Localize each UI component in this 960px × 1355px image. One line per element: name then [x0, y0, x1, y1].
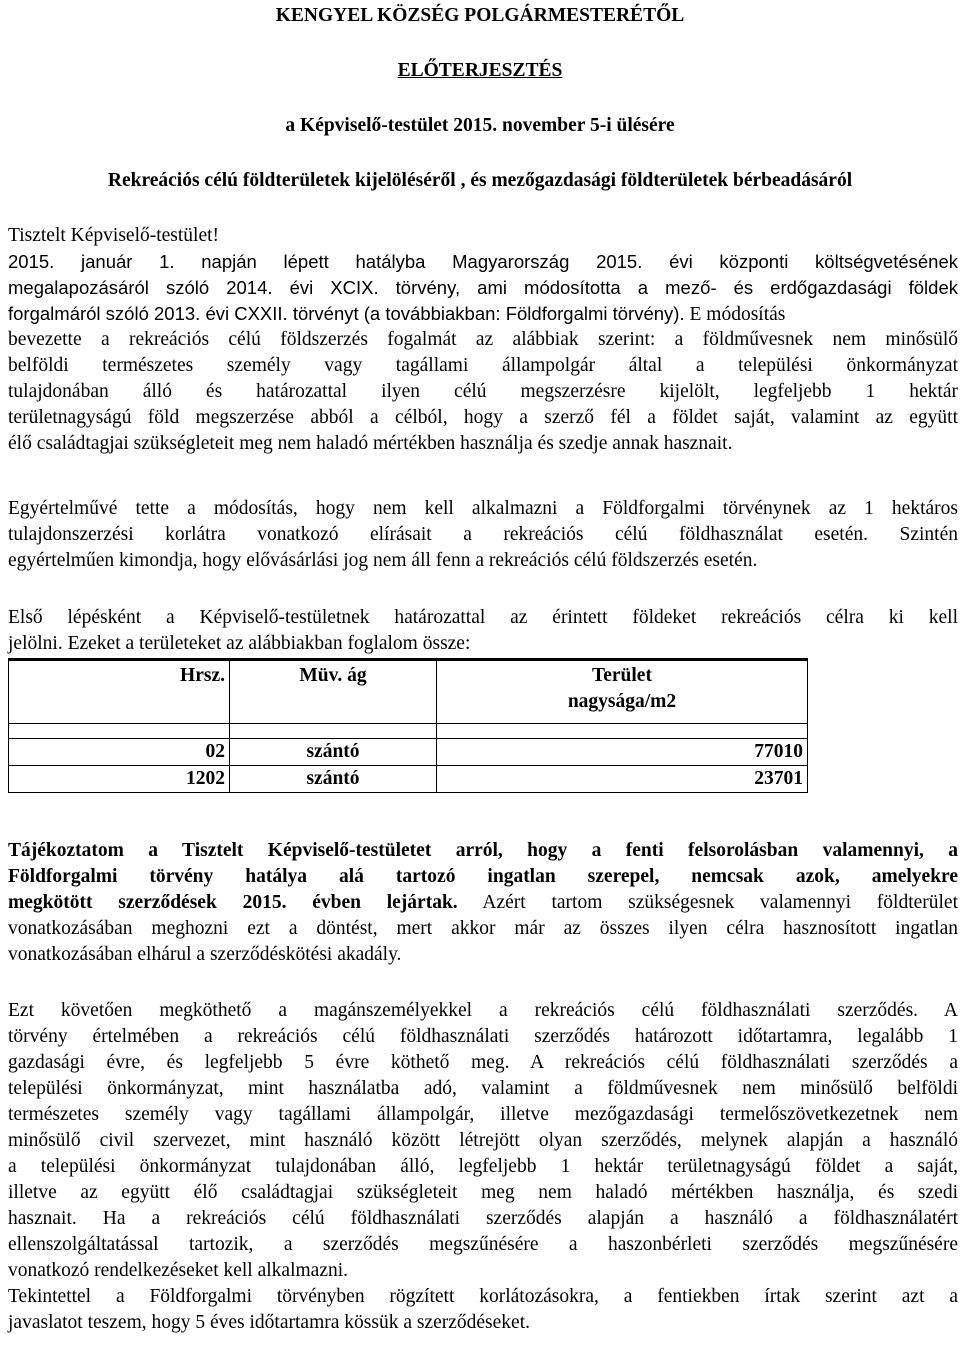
- header-muv-ag: Müv. ág: [230, 660, 437, 724]
- p4-line-5: vonatkozásában elhárul a szerződéskötési akadály.: [8, 944, 402, 965]
- p5-line-10: ellenszolgáltatással tartozik, a szerződés megszűnésére a haszonbérleti szerződés megszűnésére: [8, 1234, 958, 1255]
- header-terulet: [437, 660, 808, 724]
- cell-hrsz: 1202: [9, 766, 230, 793]
- cell-muv-ag: szántó: [230, 739, 437, 766]
- land-table-spacer-row: [9, 724, 808, 739]
- meeting-heading: a Képviselő-testület 2015. november 5-i ülésére: [285, 115, 675, 136]
- p5-line-3: gazdasági évre, és legfeljebb 5 évre köthető meg. A rekreációs célú földhasználati szerződés a: [8, 1052, 958, 1073]
- p4-line-1: Tájékoztatom a Tisztelt Képviselő-testületet arról, hogy a fenti felsorolásban valamennyi, a: [8, 840, 958, 861]
- p5-line-9: hasznait. Ha a rekreációs célú földhasználati szerződés alapján a használó a földhasználatért: [8, 1208, 958, 1229]
- p4-line-3: [8, 890, 958, 916]
- subject-heading: Rekreációs célú földterületek kijelöléséről , és mezőgazdasági földterületek bérbeadásáról: [107, 170, 853, 191]
- intro-line-3-text: forgalmáról szóló 2013. évi CXXII. törvényt (a továbbiakban: Földforgalmi törvény).: [8, 303, 685, 324]
- land-table: [8, 658, 808, 793]
- intro-line-3-tail: E módosítás: [684, 304, 786, 325]
- p5-line-4: települési önkormányzat, mint használatba adó, valamint a földművesnek nem minősülő belföldi: [8, 1078, 958, 1099]
- cell-terulet: 77010: [437, 739, 808, 766]
- p5-line-6: minősülő civil szervezet, mint használó között létrejött olyan szerződés, melynek alapján a használó: [8, 1130, 958, 1151]
- header-hrsz: Hrsz.: [9, 660, 230, 724]
- p3-line-1: Első lépésként a Képviselő-testületnek határozattal az érintett földeket rekreációs célra ki kell: [8, 607, 958, 628]
- p2-line-3: egyértelműen kimondja, hogy elővásárlási jog nem áll fenn a rekreációs célú földszerzés esetén.: [8, 550, 758, 571]
- p1-line-5: élő családtagjai szükségleteit meg nem haladó mértékben használja és szedje annak hasznait.: [8, 433, 733, 454]
- p5-line-2: törvény értelmében a rekreációs célú földhasználati szerződés határozott időtartamra, legalább 1: [8, 1026, 958, 1047]
- intro-line-2: megalapozásáról szóló 2014. évi XCIX. törvény, ami módosította a mező- és erdőgazdasági földek: [8, 277, 958, 298]
- table-row: [9, 766, 808, 793]
- p5-line-8: illetve az együtt élő családtagjai szükségleteit meg nem haladó mértékben használja, és szedi: [8, 1182, 958, 1203]
- cell-hrsz: 02: [9, 739, 230, 766]
- p4-line-3-rest: Azért tartom szükségesnek valamennyi földterület: [457, 892, 959, 913]
- cell-muv-ag: szántó: [230, 766, 437, 793]
- p1-line-1: bevezette a rekreációs célú földszerzés fogalmát az alábbiak szerint: a földművesnek nem minősülő: [8, 329, 958, 350]
- p5-line-5: természetes személy vagy tagállami állampolgár, illetve mezőgazdasági termelőszövetkezetnek nem: [8, 1104, 958, 1125]
- table-row: [9, 739, 808, 766]
- office-heading: KENGYEL KÖZSÉG POLGÁRMESTERÉTŐL: [275, 5, 685, 26]
- document-type-heading: ELŐTERJESZTÉS: [397, 60, 563, 81]
- p3-line-2: jelölni. Ezeket a területeket az alábbiakban foglalom össze:: [8, 633, 471, 654]
- p1-line-2: belföldi természetes személy vagy tagállami állampolgár által a települési önkormányzat: [8, 355, 958, 376]
- header-terulet-line-2: nagysága/m2: [567, 691, 677, 712]
- p5-line-7: a települési önkormányzat tulajdonában álló, legfeljebb 1 hektár területnagyságú földet a saját,: [8, 1156, 958, 1177]
- p6-line-1: Tekintettel a Földforgalmi törvényben rögzített korlátozásokra, a fentiekben írtak szerint azt a: [8, 1286, 958, 1307]
- p4-line-4: vonatkozásában meghozni ezt a döntést, mert akkor már az összes ilyen célra hasznosított ingatlan: [8, 918, 958, 939]
- p1-line-3: tulajdonában álló és határozattal ilyen célú megszerzésre kijelölt, legfeljebb 1 hektár: [8, 381, 958, 402]
- cell-terulet: 23701: [437, 766, 808, 793]
- p4-line-2: Földforgalmi törvény hatálya alá tartozó ingatlan szerepel, nemcsak azok, amelyekre: [8, 866, 958, 887]
- p2-line-2: tulajdonszerzési korlátra vonatkozó elírásait a rekreációs célú földhasználat esetén. Szintén: [8, 524, 958, 545]
- intro-line-3: [8, 301, 785, 328]
- p5-line-11: vonatkozó rendelkezéseket kell alkalmazni.: [8, 1260, 349, 1281]
- p2-line-1: Egyértelművé tette a módosítás, hogy nem kell alkalmazni a Földforgalmi törvénynek az 1 hektáros: [8, 498, 958, 519]
- salutation: Tisztelt Képviselő-testület!: [8, 225, 220, 246]
- p4-line-3-bold: megkötött szerződések 2015. évben lejártak.: [8, 892, 458, 913]
- p5-line-1: Ezt követően megköthető a magánszemélyekkel a rekreációs célú földhasználati szerződés. A: [8, 1000, 958, 1021]
- header-terulet-line-1: Terület: [592, 665, 652, 686]
- intro-line-1: 2015. január 1. napján lépett hatályba Magyarország 2015. évi központi költségvetésének: [8, 251, 958, 272]
- p6-line-2: javaslatot teszem, hogy 5 éves időtartamra kössük a szerződéseket.: [8, 1312, 530, 1333]
- land-table-header-row: [9, 660, 808, 724]
- p1-line-4: területnagyságú föld megszerzése abból a célból, hogy a szerző fél a földet saját, valamint az együtt: [8, 407, 958, 428]
